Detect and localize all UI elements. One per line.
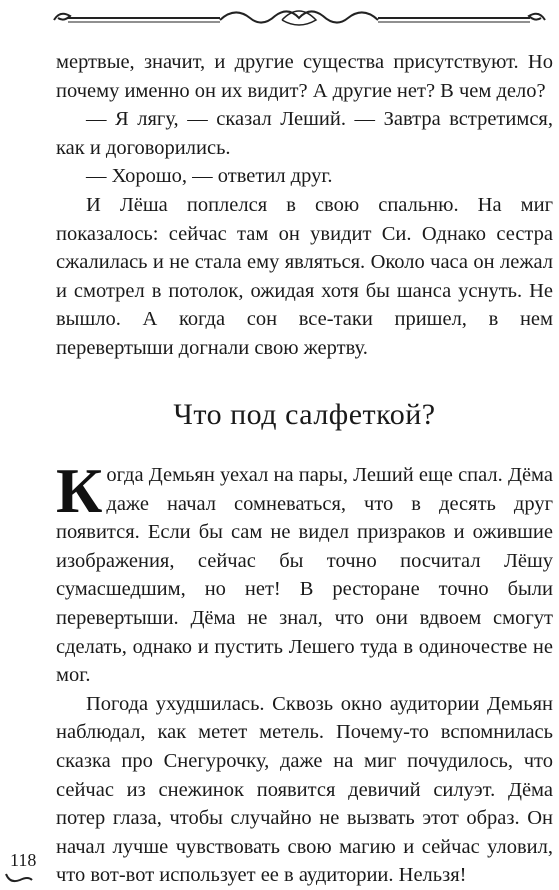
corner-ornament (4, 868, 34, 886)
paragraph-text: огда Демьян уехал на пары, Леший еще спал. Дёма даже начал сомневаться, что в десять друг появится. Если бы сам не видел призраков и ожившие изображения, сейчас бы точно посчитал Лёшу сумасшедшим, но нет! В ресторане точно были перевертыши. Дёма не знал, что они вдвоем смогут сделать, однако и пустить Лешего туда в одиночестве не мог. (56, 464, 553, 687)
chapter-title: Что под салфеткой? (173, 398, 436, 431)
drop-cap: К (56, 455, 103, 526)
page-text-top (56, 48, 553, 363)
chapter-first-paragraph (56, 455, 553, 690)
paragraph: Погода ухудшилась. Сквозь окно аудитории Демьян наблюдал, как метет метель. Почему-то вспомнилась сказка про Снегурочку, даже на миг почудилось, что сейчас из снежинок появится девичий силуэт. Дёма потер глаза, чтобы случайно не вызвать этот образ. Он начал лучше чувствовать свою магию и сейчас уловил, что вот-вот использует ее в аудитории. Нельзя! (56, 692, 553, 887)
header-ornament (50, 4, 549, 30)
paragraph: И Лёша поплелся в свою спальню. На миг показалось: сейчас там он увидит Си. Однако сестра сжалилась и не стала ему являться. Около часа он лежал и смотрел в потолок, ожидая хотя бы шанса уснуть. Не вышло. А когда сон все-таки пришел, в нем перевертыши догнали свою жертву. (56, 193, 553, 359)
page-number: 118 (10, 850, 37, 870)
chapter-text (56, 455, 553, 890)
paragraph: — Я лягу, — сказал Леший. — Завтра встретимся, как и договорились. (56, 108, 553, 159)
paragraph: мертвые, значит, и другие существа присутствуют. Но почему именно он их видит? А другие нет? В чем дело? (56, 51, 553, 102)
paragraph: — Хорошо, — ответил друг. (86, 165, 333, 188)
